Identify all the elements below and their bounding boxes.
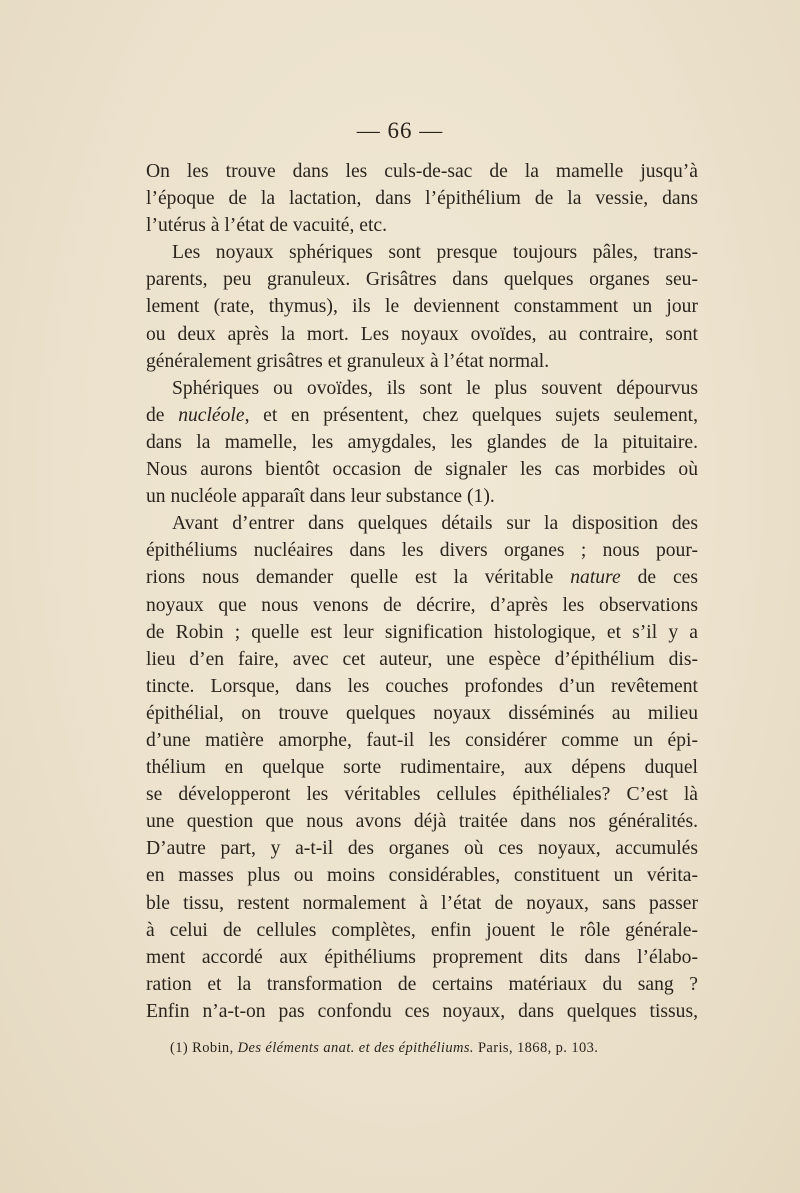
text-line: épithélial, on trouve quelques noyaux disséminés au milieu <box>146 702 698 724</box>
text-line <box>146 402 698 429</box>
footnote <box>170 1040 598 1057</box>
italic-word: nature <box>570 567 621 589</box>
text-line: lieu d’en faire, avec cet auteur, une espèce d’épithélium dis- <box>146 648 698 670</box>
body-text <box>146 158 698 1025</box>
text-line: épithéliums nucléaires dans les divers organes ; nous pour- <box>146 540 698 562</box>
text-line: généralement grisâtres et granuleux à l’état normal. <box>146 350 550 372</box>
text-line: noyaux que nous venons de décrire, d’après les observations <box>146 594 698 616</box>
text-line: une question que nous avons déjà traitée dans nos généralités. <box>146 811 698 833</box>
text-line: de Robin ; quelle est leur signification histologique, et s’il y a <box>146 621 698 643</box>
text-line: l’utérus à l’état de vacuité, etc. <box>146 215 387 237</box>
italic-word: nucléole <box>178 404 245 426</box>
footnote-suffix: Paris, 1868, p. 103. <box>473 1040 599 1056</box>
text-line: Nous aurons bientôt occasion de signaler les cas morbides où <box>146 459 698 481</box>
text-line: à celui de cellules complètes, enfin jouent le rôle générale- <box>146 919 698 941</box>
footnote-title: Des éléments anat. et des épithéliums. <box>237 1040 474 1056</box>
text-line: ration et la transformation de certains matériaux du sang ? <box>146 973 698 995</box>
text-line: dans la mamelle, les amygdales, les glandes de la pituitaire. <box>146 431 698 453</box>
text-line: ou deux après la mort. Les noyaux ovoïdes, au contraire, sont <box>146 323 698 345</box>
text-line: en masses plus ou moins considérables, constituent un vérita- <box>146 865 698 887</box>
text-line: Avant d’entrer dans quelques détails sur la disposition des <box>172 513 698 535</box>
text-line: thélium en quelque sorte rudimentaire, aux dépens duquel <box>146 757 698 779</box>
text-line: tincte. Lorsque, dans les couches profondes d’un revêtement <box>146 675 698 697</box>
text-line: Sphériques ou ovoïdes, ils sont le plus souvent dépourvus <box>172 377 698 399</box>
text-line: lement (rate, thymus), ils le deviennent constamment un jour <box>146 296 698 318</box>
text-line: ble tissu, restent normalement à l’état de noyaux, sans passer <box>146 892 698 914</box>
text-segment: de <box>146 404 179 426</box>
text-line: d’une matière amorphe, faut-il les considérer comme un épi- <box>146 729 698 751</box>
text-line: On les trouve dans les culs-de-sac de la mamelle jusqu’à <box>146 161 698 182</box>
page-number: — 66 — <box>356 118 444 143</box>
text-line: D’autre part, y a-t-il des organes où ces noyaux, accumulés <box>146 838 698 860</box>
text-line <box>146 564 698 591</box>
footnote-prefix: (1) Robin, <box>170 1040 238 1056</box>
text-segment: rions nous demander quelle est la véritable <box>146 567 571 589</box>
text-line: un nucléole apparaît dans leur substance (1). <box>146 486 495 508</box>
text-line: ment accordé aux épithéliums proprement dits dans l’élabo- <box>146 946 698 968</box>
text-line: Enfin n’a-t-on pas confondu ces noyaux, dans quelques tissus, <box>146 1000 698 1022</box>
text-line: Les noyaux sphériques sont presque toujours pâles, trans- <box>172 242 698 264</box>
text-line: parents, peu granuleux. Grisâtres dans quelques organes seu- <box>146 269 698 291</box>
text-segment: de ces <box>620 567 699 589</box>
text-line: se développeront les véritables cellules épithéliales? C’est là <box>146 784 698 806</box>
text-segment: , et en présentent, chez quelques sujets seulement, <box>244 404 698 426</box>
text-line: l’époque de la lactation, dans l’épithélium de la vessie, dans <box>146 188 698 210</box>
